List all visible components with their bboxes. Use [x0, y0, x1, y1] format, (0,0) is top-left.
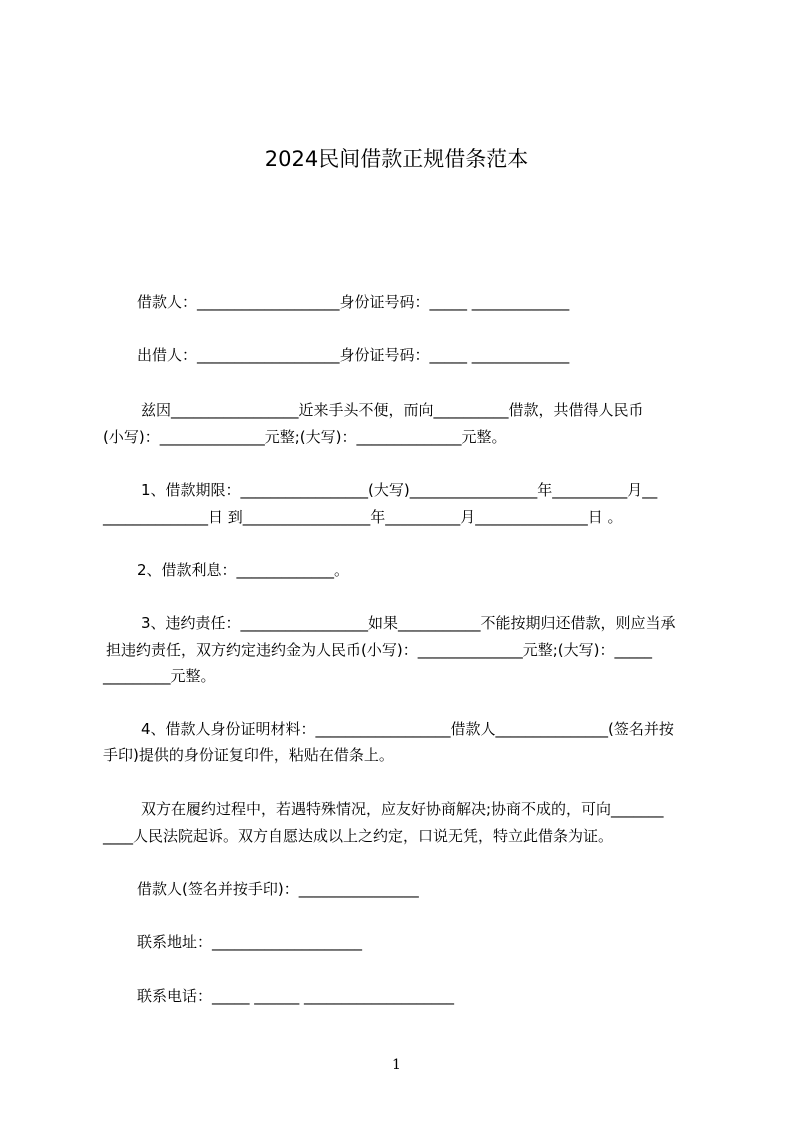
phone-line: 联系电话：_____ ______ ____________________: [137, 987, 455, 1005]
reason-line-2: (小写)：______________元整;(大写)：______________元整。: [103, 428, 507, 446]
borrower-line: 借款人：___________________身份证号码：_____ _____________: [137, 293, 570, 311]
signature-line: 借款人(签名并按手印)：________________: [137, 880, 419, 898]
term-line-2: ______________日 到_________________年__________月_______________日 。: [103, 508, 623, 526]
address-line: 联系地址：____________________: [137, 933, 363, 951]
breach-line-2: 担违约责任，双方约定违约金为人民币(小写)：______________元整;(大写)：_____: [106, 641, 652, 659]
document-title: 2024民间借款正规借条范本: [264, 147, 529, 171]
dispute-line-1: 双方在履约过程中，若遇特殊情况，应友好协商解决;协商不成的，可向_______: [141, 800, 664, 818]
dispute-line-2: ____人民法院起诉。双方自愿达成以上之约定，口说无凭，特立此借条为证。: [103, 827, 614, 845]
reason-line-1: 兹因_________________近来手头不便，而向__________借款，共借得人民币: [141, 401, 644, 419]
id-proof-line-1: 4、借款人身份证明材料：__________________借款人_______________(签名并按: [141, 720, 674, 738]
breach-line-3: _________元整。: [103, 667, 216, 685]
breach-line-1: 3、违约责任：_________________如果___________不能按期归还借款，则应当承: [141, 614, 676, 632]
term-line-1: 1、借款期限：_________________(大写)_________________年__________月__: [141, 481, 658, 499]
lender-line: 出借人：___________________身份证号码：_____ _____________: [137, 346, 570, 364]
id-proof-line-2: 手印)提供的身份证复印件，粘贴在借条上。: [103, 746, 394, 764]
interest-line: 2、借款利息：_____________。: [137, 561, 350, 579]
page-number: 1: [392, 1057, 401, 1073]
